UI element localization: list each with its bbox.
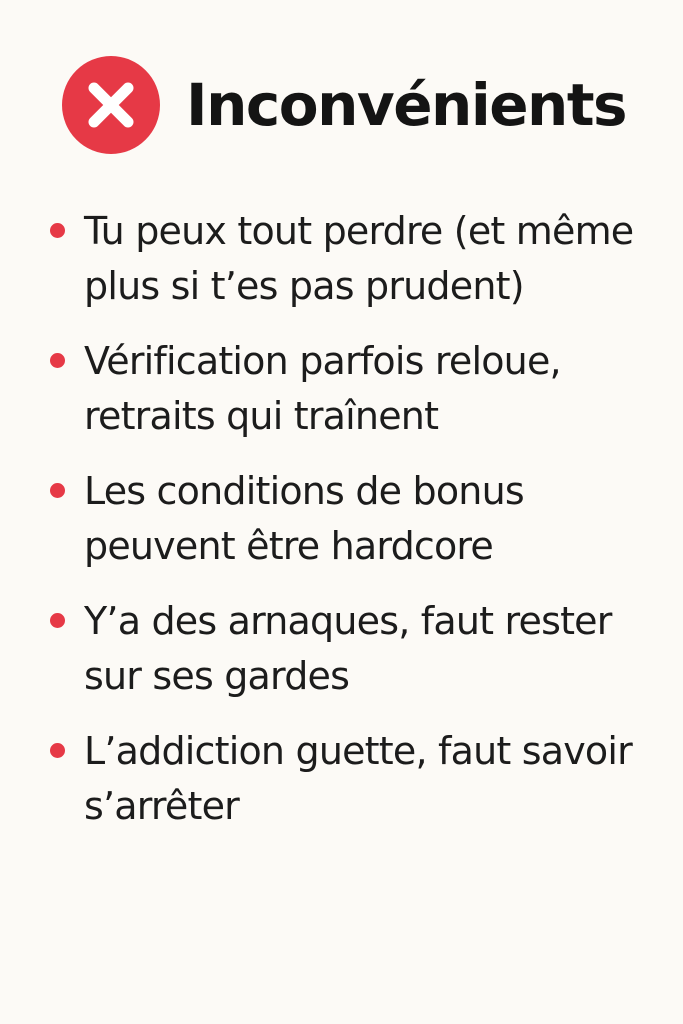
list-item: [48, 724, 648, 834]
list-item: [48, 334, 648, 444]
bullet-dot-icon: [50, 483, 65, 498]
bullet-dot-icon: [50, 743, 65, 758]
list-item-text: Tu peux tout perdre (et même plus si t’es pas prudent): [84, 209, 634, 308]
list-item: [48, 464, 648, 574]
list-item-text: Vérification parfois reloue, retraits qui traînent: [84, 339, 561, 438]
page-title: Inconvénients: [186, 71, 627, 139]
list-item-text: Y’a des arnaques, faut rester sur ses gardes: [84, 599, 612, 698]
header: [62, 56, 626, 154]
list-item: [48, 204, 648, 314]
list-item-text: L’addiction guette, faut savoir s’arrêter: [84, 729, 632, 828]
drawbacks-list: [48, 204, 648, 834]
bullet-dot-icon: [50, 353, 65, 368]
list-item-text: Les conditions de bonus peuvent être hardcore: [84, 469, 524, 568]
close-icon: [62, 56, 160, 154]
list-item: [48, 594, 648, 704]
bullet-dot-icon: [50, 223, 65, 238]
bullet-dot-icon: [50, 613, 65, 628]
